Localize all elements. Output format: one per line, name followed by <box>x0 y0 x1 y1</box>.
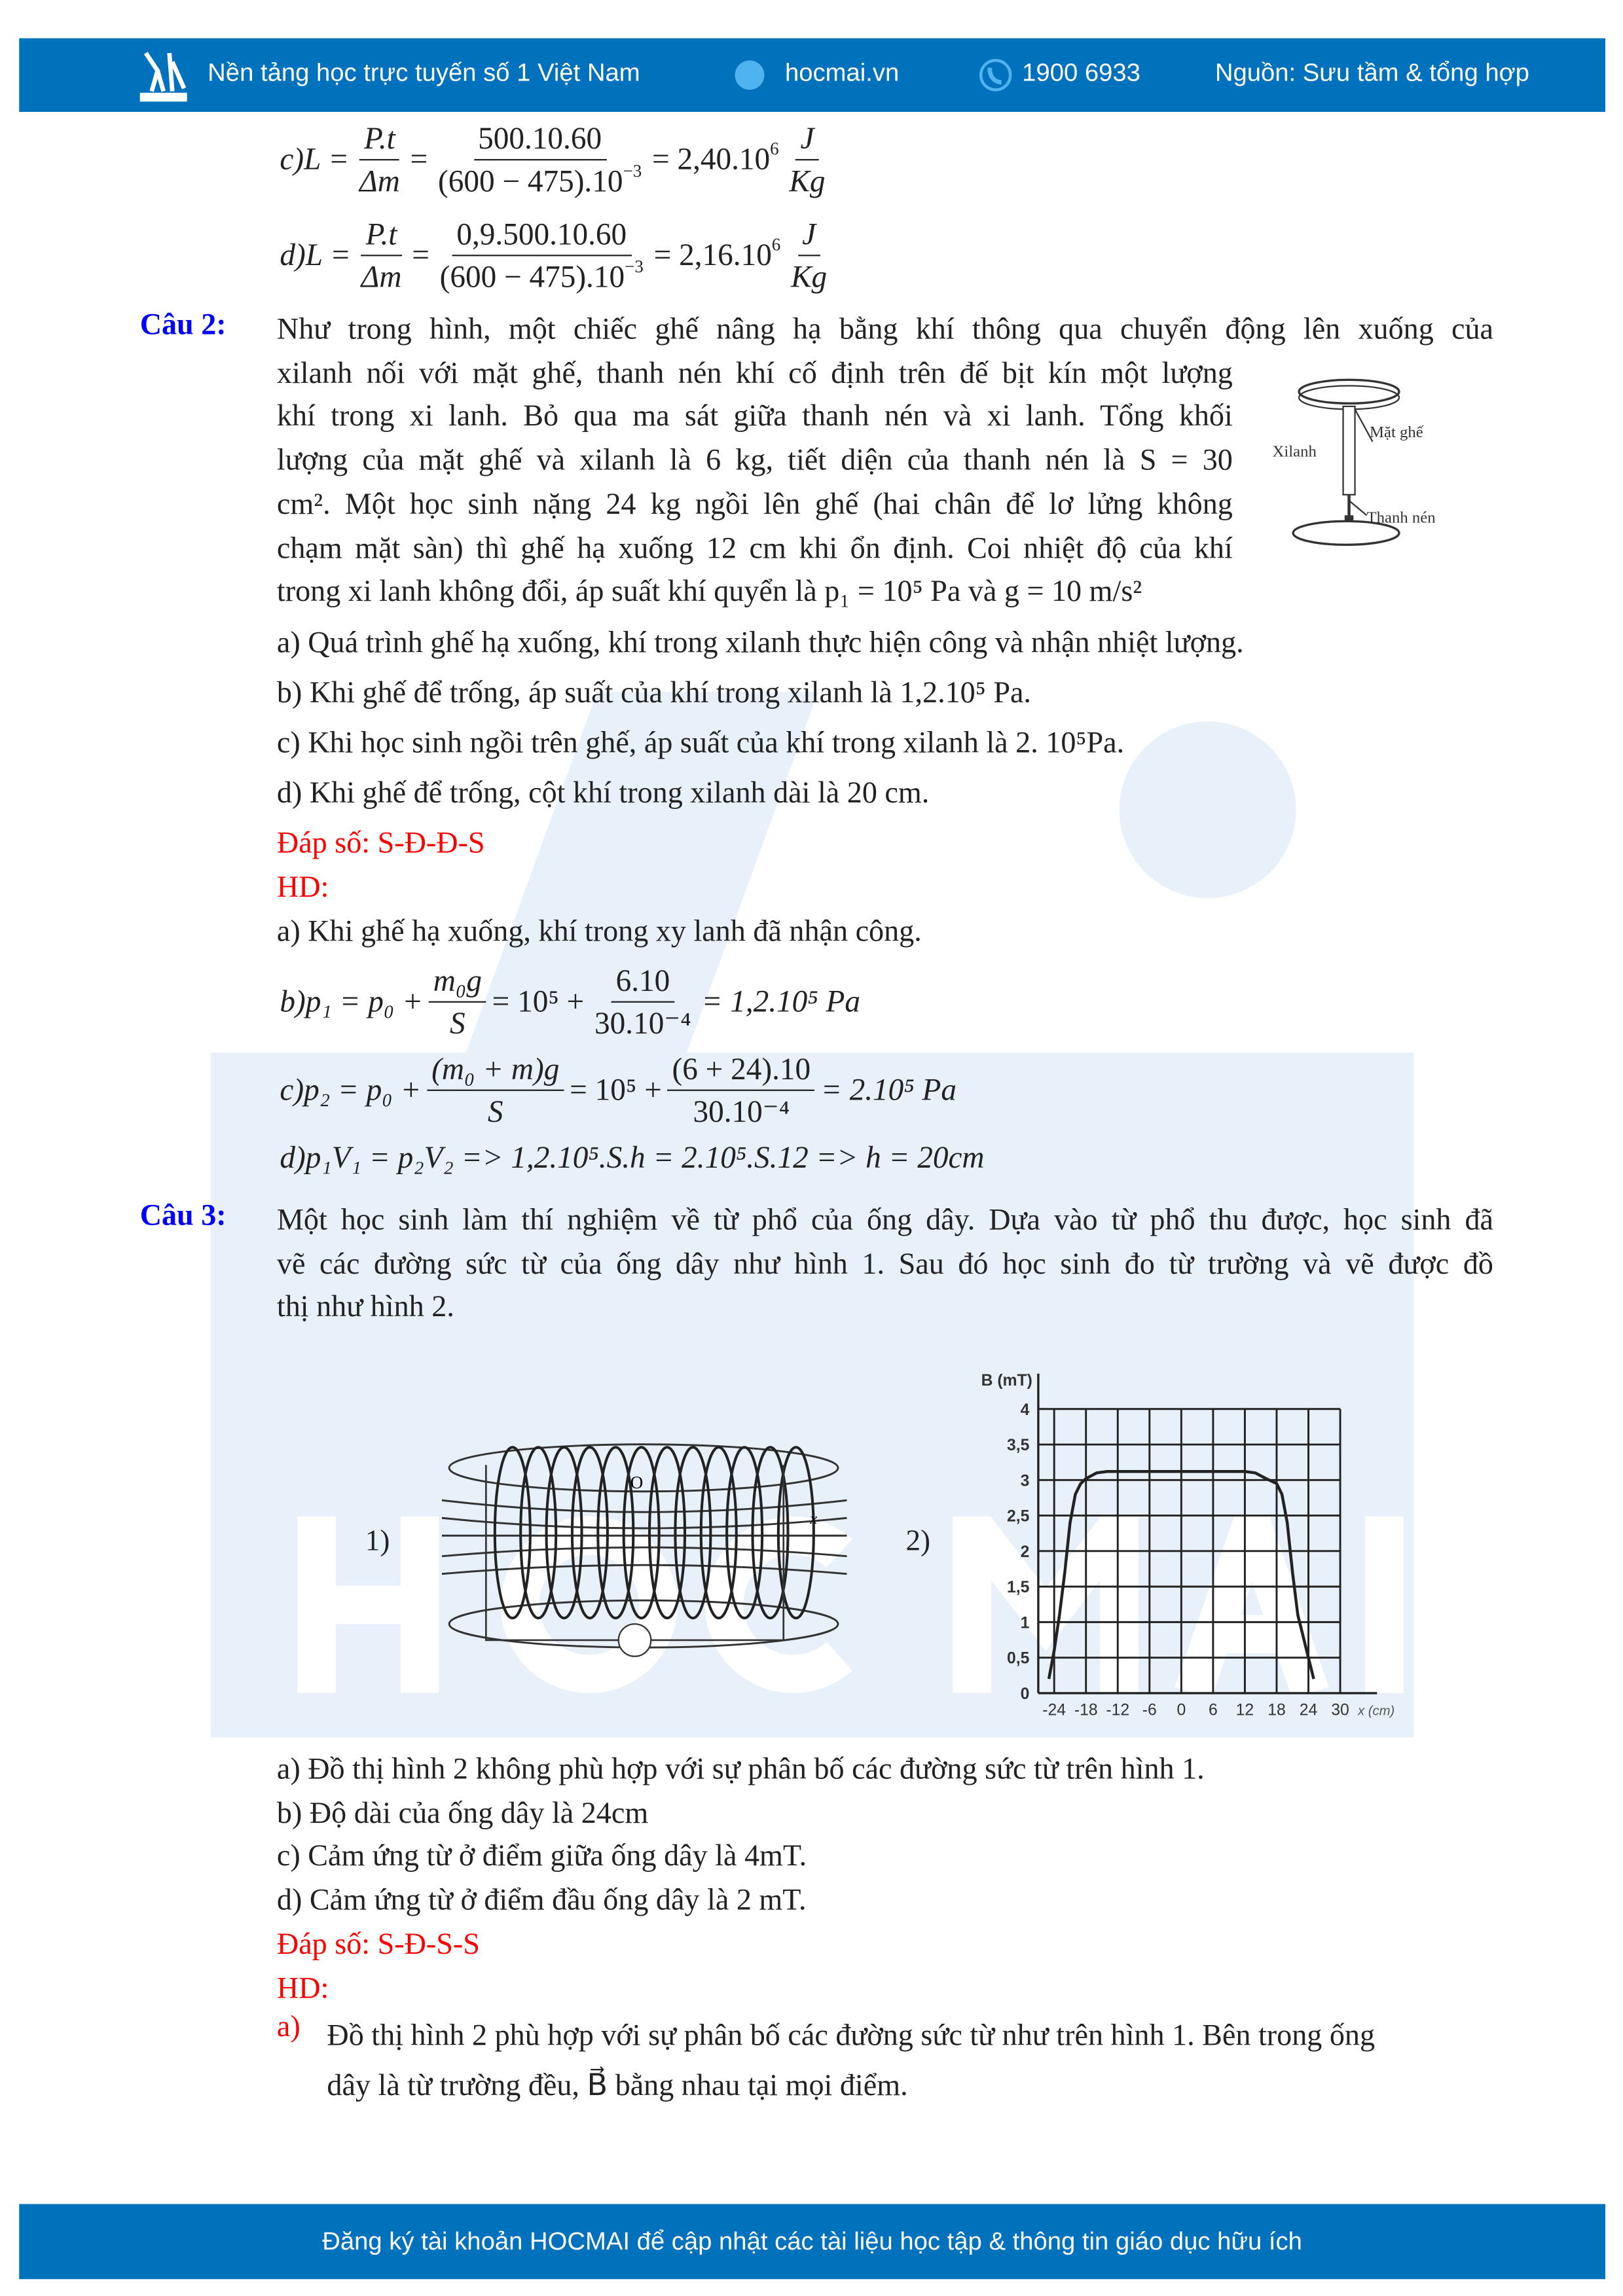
x-tick-label: 24 <box>1299 1701 1318 1719</box>
footer-text[interactable]: Đăng ký tài khoản HOCMAI để cập nhật các tài liệu học tập & thông tin giáo dục hữu ích <box>322 2227 1302 2256</box>
frac-num: 6.10 <box>611 960 674 1003</box>
hocmai-logo-icon <box>137 47 190 103</box>
phone-icon <box>978 58 1013 93</box>
solution-label: HD: <box>276 1972 329 2005</box>
option-c: c) Khi học sinh ngồi trên ghế, áp suất của khí trong xilanh là 2. 10⁵Pa. <box>276 727 1125 760</box>
frac-num: 0,9.500.10.60 <box>452 213 631 256</box>
unit-num: J <box>796 118 818 160</box>
frac-num: P.t <box>359 118 399 160</box>
option-d: d) Khi ghế để trống, cột khí trong xilanh dài là 20 cm. <box>276 777 930 810</box>
exponent: 6 <box>771 234 781 255</box>
answer: Đáp số: S-Đ-S-S <box>276 1928 480 1961</box>
text-line: trong xi lanh không đổi, áp suất khí quyển là p₁ = 10⁵ Pa và g = 10 m/s² <box>276 576 1142 609</box>
answer: Đáp số: S-Đ-Đ-S <box>276 827 485 860</box>
x-axis-label: x <box>810 1510 818 1528</box>
header-phone: 1900 6933 <box>1022 58 1140 87</box>
y-tick-label: 4 <box>1020 1401 1030 1419</box>
cylinder-label: Xilanh <box>1272 442 1317 461</box>
text-line: xilanh nối với mặt ghế, thanh nén khí cố định trên đế bịt kín một lượng <box>276 357 1233 390</box>
formula-lhs: c)L = <box>280 141 350 177</box>
y-tick-label: 1 <box>1020 1614 1030 1632</box>
b-field-chart <box>957 1362 1451 1730</box>
figure-1-label: 1) <box>365 1525 390 1558</box>
y-tick-label: 3,5 <box>1007 1437 1030 1455</box>
solution-c-formula <box>280 1049 957 1132</box>
unit-den: Kg <box>791 259 828 295</box>
unit-num: J <box>797 213 820 256</box>
formula-result: = 2,16.10 <box>653 237 772 273</box>
chair-figure <box>1264 368 1484 559</box>
formula-result: = 1,2.10⁵ Pa <box>701 983 861 1019</box>
exponent: −3 <box>623 160 642 181</box>
frac-den: S <box>450 1005 465 1041</box>
frac-den: 30.10⁻⁴ <box>693 1094 790 1130</box>
formula-c: c)L = $\frac{P.t}{\Delta m}$ = $\frac{500.10.60}{(600 - 475).10^{-3}}$ = $2,40.10^6$ $\frac{J}{Kg}$ <box>280 118 835 202</box>
option-d: d) Cảm ứng từ ở điểm đầu ống dây là 2 mT. <box>276 1884 807 1918</box>
x-tick-label: 6 <box>1208 1701 1218 1719</box>
question-3-label: Câu 3: <box>139 1200 227 1232</box>
formula-mid: = 10⁵ + <box>570 1071 662 1107</box>
x-axis-title: x (cm) <box>1358 1704 1395 1719</box>
formula-result: = 2.10⁵ Pa <box>820 1071 957 1107</box>
x-tick-label: -12 <box>1106 1701 1130 1719</box>
question-3-options <box>277 1749 1205 2011</box>
question-2-options <box>277 619 1244 957</box>
question-2-label: Câu 2: <box>139 309 227 342</box>
frac-den: (600 − 475).10 <box>439 259 625 295</box>
footer-bar <box>19 2204 1605 2280</box>
solenoid-figure <box>442 1435 854 1664</box>
x-tick-label: 18 <box>1267 1701 1286 1719</box>
rod-label: Thanh nén <box>1366 509 1436 527</box>
solution-label: HD: <box>276 871 329 905</box>
y-tick-label: 0,5 <box>1007 1649 1030 1668</box>
y-axis-title: B (mT) <box>981 1371 1032 1390</box>
text-line: Như trong hình, một chiếc ghế nâng hạ bằng khí thông qua chuyển động lên xuống của <box>276 314 1493 346</box>
frac-den: Δm <box>359 163 400 199</box>
exponent: −3 <box>625 256 644 277</box>
x-tick-label: -6 <box>1142 1701 1157 1719</box>
frac-num: P.t <box>361 213 401 256</box>
frac-num: (m₀ + m)g <box>427 1049 564 1091</box>
text-line: thị như hình 2. <box>276 1291 454 1325</box>
y-tick-label: 3 <box>1020 1472 1030 1490</box>
text-line: cm². Một học sinh nặng 24 kg ngồi lên ghế (hai chân để lơ lửng không <box>276 488 1233 521</box>
x-tick-label: -18 <box>1074 1701 1098 1719</box>
y-tick-label: 0 <box>1020 1685 1030 1703</box>
seat-label: Mặt ghế <box>1370 423 1423 442</box>
x-tick-label: -24 <box>1042 1701 1067 1719</box>
exponent: 6 <box>770 138 779 159</box>
y-tick-label: 1,5 <box>1007 1579 1030 1597</box>
text-line: chạm mặt sàn) thì ghế hạ xuống 12 cm khi ổn định. Coi nhiệt độ của khí <box>276 532 1233 565</box>
x-tick-label: 0 <box>1176 1701 1186 1719</box>
text-line: vẽ các đường sức từ của ống dây như hình 1. Sau đó học sinh đo từ trường và vẽ được đồ <box>276 1247 1493 1281</box>
frac-num: (6 + 24).10 <box>668 1049 815 1091</box>
solution-a-label: a) <box>276 2011 301 2044</box>
solution-d-formula: d)p₁V₁ = p₂V₂ => 1,2.10⁵.S.h = 2.10⁵.S.12 => h = 20cm <box>280 1139 985 1175</box>
frac-den: (600 − 475).10 <box>437 163 623 199</box>
solution-a-text <box>327 2011 1375 2111</box>
question-3-text <box>277 1200 1493 1331</box>
option-c: c) Cảm ứng từ ở điểm giữa ống dây là 4mT. <box>276 1840 807 1874</box>
formula-d: d)L = $\frac{P.t}{\Delta m}$ = $\frac{0,9.500.10.60}{(600 - 475).10^{-3}}$ = $2,16.10^6$ $\frac{J}{Kg}$ <box>280 213 837 297</box>
origin-label: O <box>630 1473 644 1493</box>
formula-lhs: d)L = <box>280 237 351 273</box>
text-line: Một học sinh làm thí nghiệm về từ phổ của ống dây. Dựa vào từ phổ thu được, học sinh đã <box>276 1204 1493 1237</box>
y-tick-label: 2,5 <box>1007 1507 1030 1526</box>
formula-lhs: b)p₁ = p₀ + <box>280 983 424 1019</box>
header-website-link[interactable]: hocmai.vn <box>784 58 900 87</box>
formula-lhs: c)p₂ = p₀ + <box>280 1071 422 1107</box>
text-line: dây là từ trường đều, B⃗ bằng nhau tại mọi điểm. <box>327 2070 908 2103</box>
text-line: khí trong xi lanh. Bỏ qua ma sát giữa thanh nén và xi lanh. Tổng khối <box>276 401 1233 434</box>
header-tagline: Nền tảng học trực tuyến số 1 Việt Nam <box>208 58 640 87</box>
frac-num: 500.10.60 <box>473 118 606 160</box>
option-a: a) Đồ thị hình 2 không phù hợp với sự phân bố các đường sức từ trên hình 1. <box>276 1753 1205 1786</box>
formula-mid: = 10⁵ + <box>492 983 585 1019</box>
solution-a: a) Khi ghế hạ xuống, khí trong xy lanh đã nhận công. <box>276 916 922 948</box>
frac-den: S <box>487 1094 503 1130</box>
formula-result: = 2,40.10 <box>652 141 771 177</box>
y-tick-label: 2 <box>1020 1543 1030 1561</box>
header-source: Nguồn: Sưu tầm & tổng hợp <box>1214 58 1529 87</box>
figure-2-label: 2) <box>905 1525 930 1558</box>
text-line: lượng của mặt ghế và xilanh là 6 kg, tiết diện của thanh nén là S = 30 <box>276 444 1233 478</box>
text-line: Đồ thị hình 2 phù hợp với sự phân bố các đường sức từ như trên hình 1. Bên trong ống <box>327 2020 1376 2053</box>
option-b: b) Độ dài của ống dây là 24cm <box>276 1797 649 1830</box>
solution-b-formula <box>280 960 860 1044</box>
x-tick-label: 30 <box>1331 1701 1349 1719</box>
header-bar <box>19 38 1605 111</box>
unit-den: Kg <box>789 163 826 199</box>
option-a: a) Quá trình ghế hạ xuống, khí trong xilanh thực hiện công và nhận nhiệt lượng. <box>276 627 1244 660</box>
frac-den: Δm <box>361 259 402 295</box>
option-b: b) Khi ghế để trống, áp suất của khí trong xilanh là 1,2.10⁵ Pa. <box>276 677 1031 710</box>
frac-den: 30.10⁻⁴ <box>594 1005 691 1041</box>
x-tick-label: 12 <box>1235 1701 1254 1719</box>
globe-icon <box>732 58 767 93</box>
frac-num: m₀g <box>429 960 486 1003</box>
